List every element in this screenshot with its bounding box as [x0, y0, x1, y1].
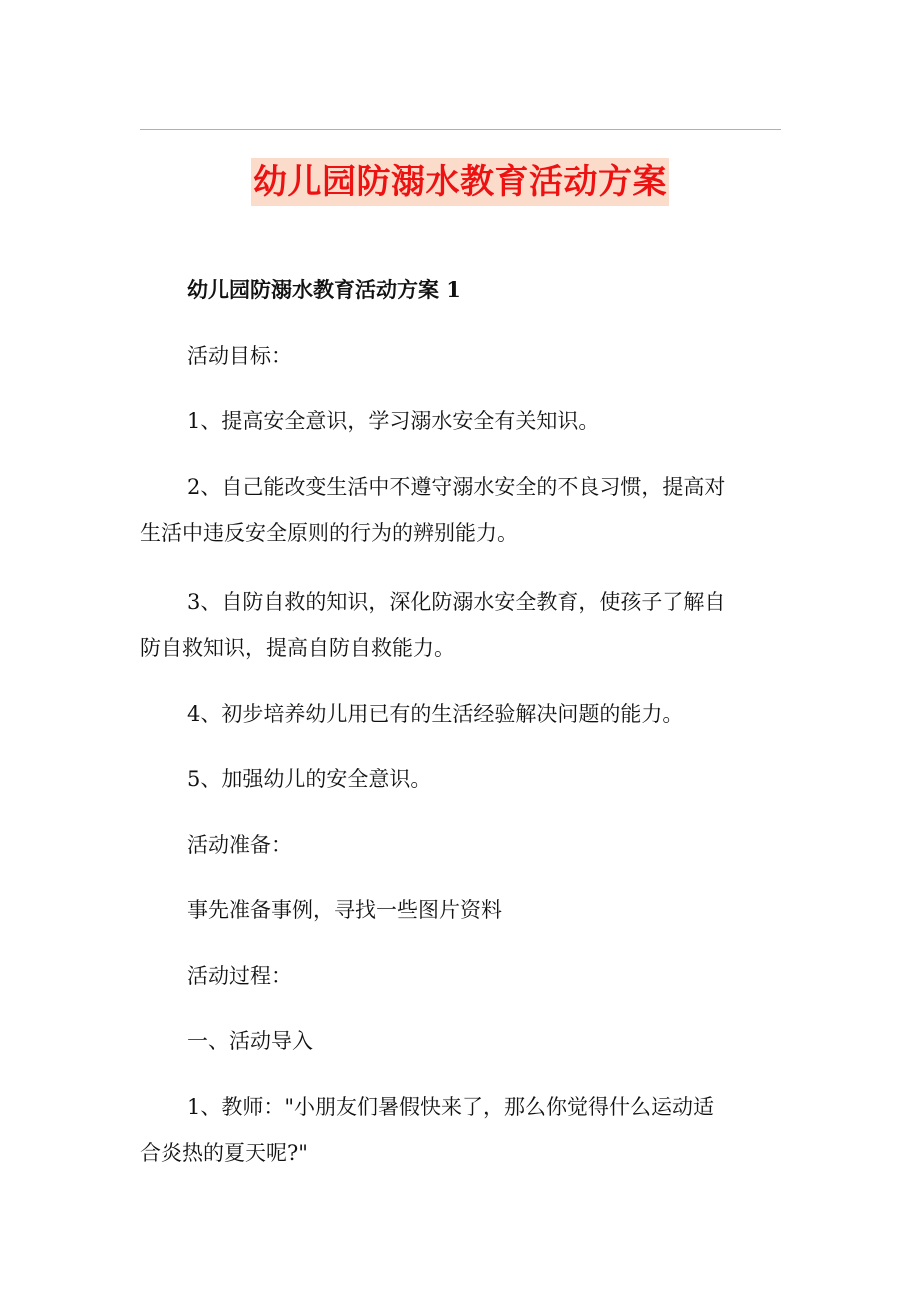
goal-2-line-1: 2、自己能改变生活中不遵守溺水安全的不良习惯，提高对: [187, 475, 726, 499]
goal-3-line-1: 3、自防自救的知识，深化防溺水安全教育，使孩子了解自: [187, 590, 726, 614]
process-label: 活动过程：: [187, 964, 292, 988]
document-title: 幼儿园防溺水教育活动方案: [251, 158, 669, 206]
goal-5: 5、加强幼儿的安全意识。: [187, 767, 432, 791]
goal-2-line-2: 生活中违反安全原则的行为的辨别能力。: [140, 521, 518, 545]
step-1-line-2: 合炎热的夏天呢?": [140, 1141, 308, 1165]
step-1-line-1: 1、教师："小朋友们暑假快来了，那么你觉得什么运动适: [187, 1095, 715, 1119]
goals-label: 活动目标：: [187, 344, 292, 368]
header-rule: [140, 129, 781, 130]
goal-3-line-2: 防自救知识，提高自防自救能力。: [140, 636, 455, 660]
title-container: [0, 158, 920, 206]
step-heading: 一、活动导入: [187, 1029, 313, 1053]
prep-label: 活动准备：: [187, 833, 292, 857]
prep-text: 事先准备事例，寻找一些图片资料: [187, 898, 502, 922]
goal-1: 1、提高安全意识，学习溺水安全有关知识。: [187, 409, 600, 433]
goal-4: 4、初步培养幼儿用已有的生活经验解决问题的能力。: [187, 702, 684, 726]
section-heading: 幼儿园防溺水教育活动方案 1: [187, 277, 461, 302]
